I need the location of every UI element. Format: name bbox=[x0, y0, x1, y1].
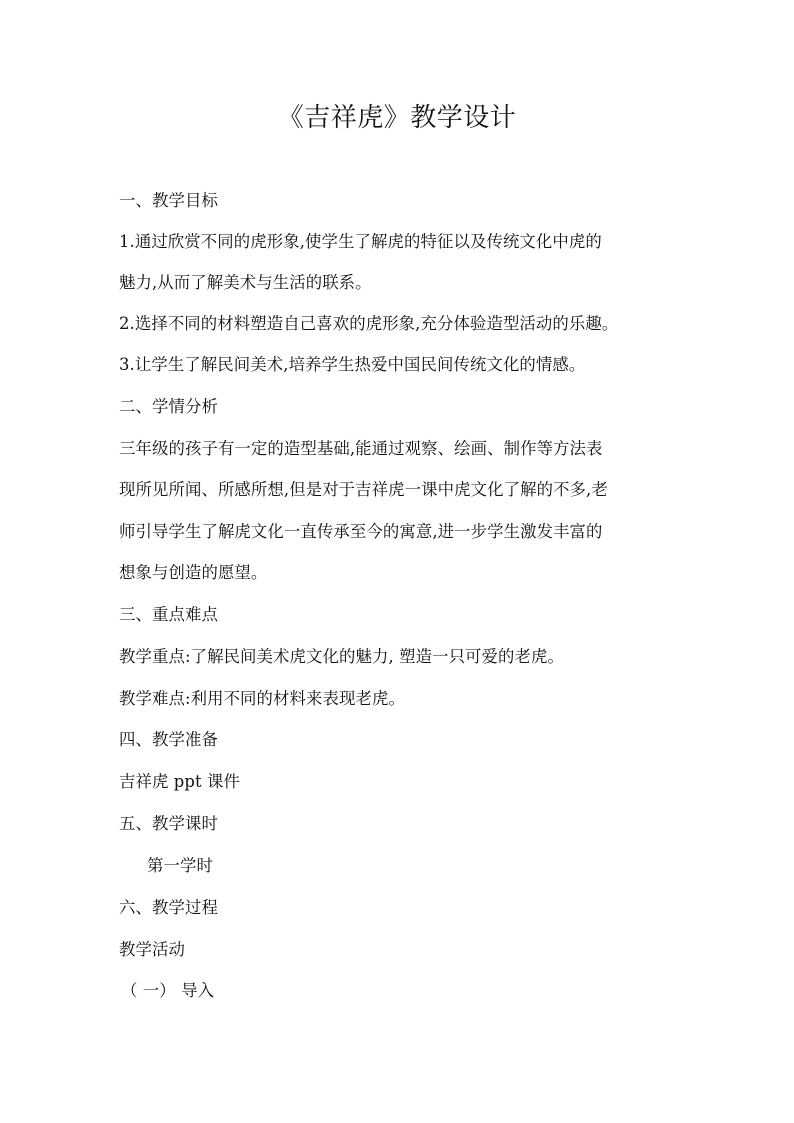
paragraph-line: 1.通过欣赏不同的虎形象,使学生了解虎的特征以及传统文化中虎的 bbox=[119, 232, 602, 251]
paragraph-line: 吉祥虎 ppt 课件 bbox=[119, 772, 240, 791]
document-title: 《吉祥虎》教学设计 bbox=[277, 103, 517, 133]
paragraph-line: 3.让学生了解民间美术,培养学生热爱中国民间传统文化的情感。 bbox=[119, 355, 586, 374]
section-heading-key-points: 三、重点难点 bbox=[119, 605, 218, 624]
paragraph-line: 想象与创造的愿望。 bbox=[119, 563, 268, 582]
paragraph-line: 第一学时 bbox=[147, 856, 213, 875]
subsection-heading-intro: （ 一） 导入 bbox=[121, 981, 215, 1000]
paragraph-line: 教学难点:利用不同的材料来表现老虎。 bbox=[119, 689, 405, 708]
section-heading-process: 六、教学过程 bbox=[119, 898, 218, 917]
section-heading-analysis: 二、学情分析 bbox=[119, 397, 218, 416]
section-heading-objectives: 一、教学目标 bbox=[119, 191, 218, 210]
paragraph-line: 师引导学生了解虎文化一直传承至今的寓意,进一步学生激发丰富的 bbox=[119, 522, 603, 541]
section-heading-periods: 五、教学课时 bbox=[119, 814, 218, 833]
paragraph-line: 魅力,从而了解美术与生活的联系。 bbox=[119, 273, 372, 292]
section-heading-preparation: 四、教学准备 bbox=[119, 730, 218, 749]
paragraph-line: 教学活动 bbox=[119, 940, 185, 959]
paragraph-line: 现所见所闻、所感所想,但是对于吉祥虎一课中虎文化了解的不多,老 bbox=[119, 480, 608, 499]
paragraph-line: 教学重点:了解民间美术虎文化的魅力, 塑造一只可爱的老虎。 bbox=[119, 647, 564, 666]
paragraph-line: 2.选择不同的材料塑造自己喜欢的虎形象,充分体验造型活动的乐趣。 bbox=[119, 314, 619, 333]
paragraph-line: 三年级的孩子有一定的造型基础,能通过观察、绘画、制作等方法表 bbox=[119, 439, 603, 458]
